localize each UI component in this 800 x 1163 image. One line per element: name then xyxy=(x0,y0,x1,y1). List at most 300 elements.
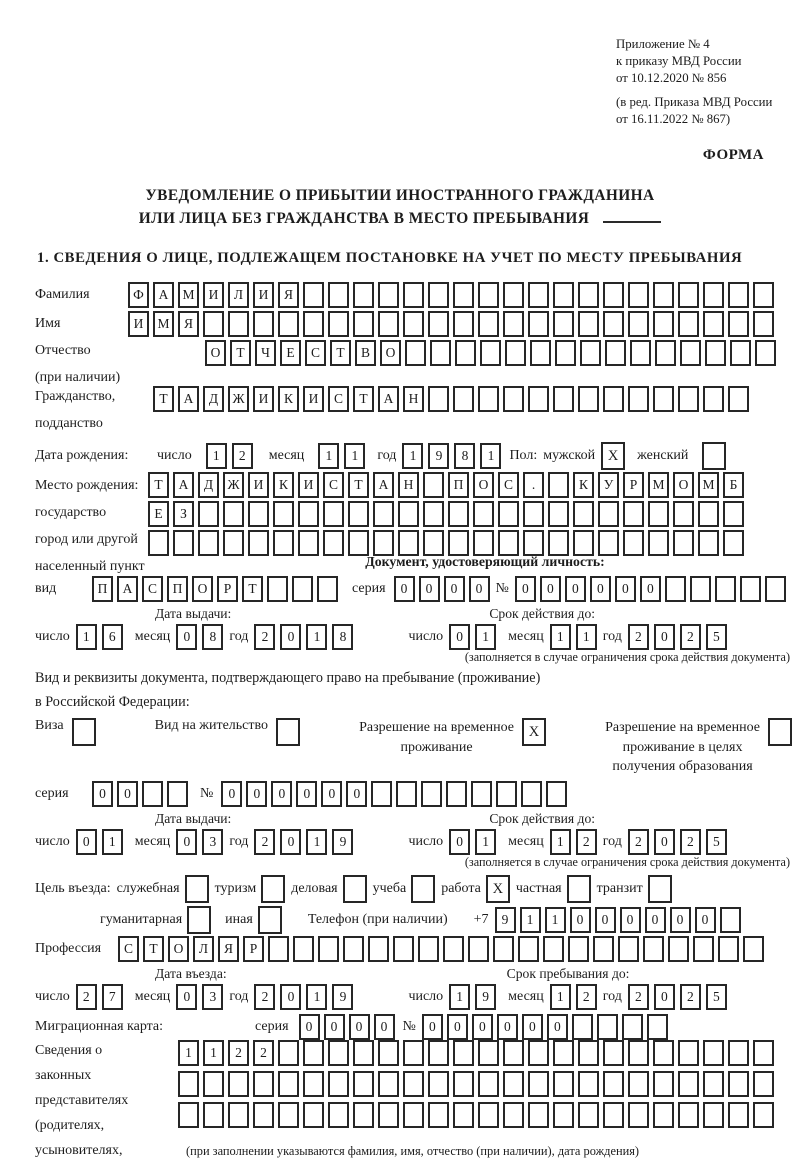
char-cell[interactable]: 3 xyxy=(202,829,223,855)
education-permit-checkbox[interactable] xyxy=(768,718,792,746)
char-cell[interactable] xyxy=(698,501,719,527)
char-cell[interactable] xyxy=(580,340,601,366)
char-cell[interactable]: 0 xyxy=(422,1014,443,1040)
char-cell[interactable] xyxy=(715,576,736,602)
char-cell[interactable] xyxy=(553,1040,574,1066)
char-cell[interactable] xyxy=(553,1071,574,1097)
char-cell[interactable] xyxy=(278,1102,299,1128)
char-cell[interactable]: 9 xyxy=(332,984,353,1010)
char-cell[interactable]: 0 xyxy=(620,907,641,933)
char-cell[interactable] xyxy=(228,1102,249,1128)
char-cell[interactable] xyxy=(353,311,374,337)
char-cell[interactable] xyxy=(528,1071,549,1097)
char-cell[interactable] xyxy=(403,282,424,308)
char-cell[interactable] xyxy=(705,340,726,366)
char-cell[interactable] xyxy=(478,1071,499,1097)
char-cell[interactable] xyxy=(223,530,244,556)
char-cell[interactable] xyxy=(278,311,299,337)
char-cell[interactable] xyxy=(398,501,419,527)
char-cell[interactable]: 2 xyxy=(254,829,275,855)
char-cell[interactable]: П xyxy=(92,576,113,602)
char-cell[interactable]: 0 xyxy=(565,576,586,602)
char-cell[interactable] xyxy=(453,386,474,412)
char-cell[interactable] xyxy=(443,936,464,962)
char-cell[interactable] xyxy=(453,282,474,308)
char-cell[interactable] xyxy=(318,936,339,962)
char-cell[interactable] xyxy=(546,781,567,807)
char-cell[interactable]: 0 xyxy=(640,576,661,602)
char-cell[interactable] xyxy=(303,311,324,337)
char-cell[interactable]: 2 xyxy=(228,1040,249,1066)
char-cell[interactable]: 8 xyxy=(202,624,223,650)
visa-checkbox[interactable] xyxy=(72,718,96,746)
char-cell[interactable] xyxy=(142,781,163,807)
char-cell[interactable] xyxy=(273,501,294,527)
char-cell[interactable]: Т xyxy=(230,340,251,366)
char-cell[interactable] xyxy=(428,386,449,412)
char-cell[interactable]: И xyxy=(253,386,274,412)
char-cell[interactable] xyxy=(471,781,492,807)
char-cell[interactable] xyxy=(317,576,338,602)
char-cell[interactable] xyxy=(396,781,417,807)
char-cell[interactable] xyxy=(173,530,194,556)
char-cell[interactable] xyxy=(528,282,549,308)
purpose-other-checkbox[interactable] xyxy=(258,906,282,934)
char-cell[interactable]: 0 xyxy=(76,829,97,855)
char-cell[interactable] xyxy=(298,501,319,527)
char-cell[interactable]: Т xyxy=(330,340,351,366)
char-cell[interactable] xyxy=(198,501,219,527)
char-cell[interactable]: 1 xyxy=(206,443,227,469)
char-cell[interactable]: 0 xyxy=(280,829,301,855)
char-cell[interactable] xyxy=(253,1102,274,1128)
char-cell[interactable]: 0 xyxy=(299,1014,320,1040)
char-cell[interactable] xyxy=(703,1102,724,1128)
char-cell[interactable] xyxy=(528,311,549,337)
char-cell[interactable] xyxy=(653,282,674,308)
char-cell[interactable] xyxy=(371,781,392,807)
char-cell[interactable]: М xyxy=(698,472,719,498)
char-cell[interactable] xyxy=(678,1040,699,1066)
char-cell[interactable]: 1 xyxy=(306,829,327,855)
char-cell[interactable] xyxy=(643,936,664,962)
char-cell[interactable] xyxy=(403,1071,424,1097)
char-cell[interactable]: 9 xyxy=(475,984,496,1010)
char-cell[interactable]: 1 xyxy=(402,443,423,469)
char-cell[interactable] xyxy=(555,340,576,366)
char-cell[interactable] xyxy=(598,530,619,556)
char-cell[interactable] xyxy=(418,936,439,962)
char-cell[interactable] xyxy=(628,1102,649,1128)
char-cell[interactable] xyxy=(703,1071,724,1097)
char-cell[interactable] xyxy=(578,1071,599,1097)
char-cell[interactable]: 0 xyxy=(280,984,301,1010)
char-cell[interactable] xyxy=(553,1102,574,1128)
char-cell[interactable] xyxy=(148,530,169,556)
char-cell[interactable]: Е xyxy=(148,501,169,527)
char-cell[interactable] xyxy=(405,340,426,366)
char-cell[interactable]: Т xyxy=(242,576,263,602)
char-cell[interactable]: 0 xyxy=(176,984,197,1010)
char-cell[interactable] xyxy=(328,282,349,308)
char-cell[interactable] xyxy=(328,1102,349,1128)
char-cell[interactable]: 9 xyxy=(428,443,449,469)
char-cell[interactable]: Ч xyxy=(255,340,276,366)
char-cell[interactable] xyxy=(548,530,569,556)
char-cell[interactable] xyxy=(403,1040,424,1066)
purpose-official-checkbox[interactable] xyxy=(185,875,209,903)
char-cell[interactable] xyxy=(478,311,499,337)
char-cell[interactable] xyxy=(446,781,467,807)
char-cell[interactable] xyxy=(353,1040,374,1066)
char-cell[interactable]: 0 xyxy=(444,576,465,602)
char-cell[interactable] xyxy=(480,340,501,366)
char-cell[interactable]: 9 xyxy=(495,907,516,933)
char-cell[interactable]: П xyxy=(448,472,469,498)
char-cell[interactable]: 2 xyxy=(253,1040,274,1066)
char-cell[interactable] xyxy=(398,530,419,556)
char-cell[interactable] xyxy=(448,530,469,556)
char-cell[interactable] xyxy=(678,1071,699,1097)
char-cell[interactable]: И xyxy=(298,472,319,498)
char-cell[interactable] xyxy=(393,936,414,962)
char-cell[interactable] xyxy=(753,1040,774,1066)
char-cell[interactable] xyxy=(328,1040,349,1066)
char-cell[interactable]: Я xyxy=(178,311,199,337)
char-cell[interactable] xyxy=(678,386,699,412)
char-cell[interactable] xyxy=(703,1040,724,1066)
purpose-transit-checkbox[interactable] xyxy=(648,875,672,903)
char-cell[interactable] xyxy=(455,340,476,366)
char-cell[interactable] xyxy=(323,501,344,527)
char-cell[interactable]: 2 xyxy=(680,984,701,1010)
char-cell[interactable] xyxy=(273,530,294,556)
char-cell[interactable] xyxy=(378,1102,399,1128)
char-cell[interactable] xyxy=(678,311,699,337)
char-cell[interactable] xyxy=(428,1071,449,1097)
sex-female-checkbox[interactable] xyxy=(702,442,726,470)
char-cell[interactable] xyxy=(278,1071,299,1097)
char-cell[interactable] xyxy=(740,576,761,602)
char-cell[interactable]: 1 xyxy=(545,907,566,933)
char-cell[interactable] xyxy=(698,530,719,556)
char-cell[interactable] xyxy=(228,311,249,337)
char-cell[interactable]: С xyxy=(305,340,326,366)
char-cell[interactable]: 0 xyxy=(654,624,675,650)
char-cell[interactable] xyxy=(503,282,524,308)
char-cell[interactable]: Н xyxy=(403,386,424,412)
char-cell[interactable] xyxy=(755,340,776,366)
char-cell[interactable] xyxy=(292,576,313,602)
char-cell[interactable]: Т xyxy=(353,386,374,412)
char-cell[interactable] xyxy=(428,311,449,337)
char-cell[interactable] xyxy=(680,340,701,366)
char-cell[interactable] xyxy=(693,936,714,962)
char-cell[interactable] xyxy=(403,1102,424,1128)
char-cell[interactable] xyxy=(528,1102,549,1128)
char-cell[interactable]: О xyxy=(673,472,694,498)
char-cell[interactable] xyxy=(167,781,188,807)
char-cell[interactable] xyxy=(428,1102,449,1128)
char-cell[interactable]: А xyxy=(178,386,199,412)
char-cell[interactable]: 1 xyxy=(550,624,571,650)
char-cell[interactable] xyxy=(573,530,594,556)
char-cell[interactable] xyxy=(468,936,489,962)
char-cell[interactable] xyxy=(303,1102,324,1128)
char-cell[interactable] xyxy=(253,1071,274,1097)
purpose-study-checkbox[interactable] xyxy=(411,875,435,903)
char-cell[interactable]: Т xyxy=(143,936,164,962)
purpose-work-checkbox[interactable]: X xyxy=(486,875,510,903)
char-cell[interactable]: Ж xyxy=(223,472,244,498)
char-cell[interactable]: М xyxy=(153,311,174,337)
char-cell[interactable] xyxy=(303,282,324,308)
char-cell[interactable] xyxy=(653,1040,674,1066)
char-cell[interactable]: 6 xyxy=(102,624,123,650)
char-cell[interactable] xyxy=(378,311,399,337)
char-cell[interactable] xyxy=(753,1102,774,1128)
char-cell[interactable]: 2 xyxy=(628,984,649,1010)
char-cell[interactable]: 0 xyxy=(472,1014,493,1040)
char-cell[interactable] xyxy=(623,501,644,527)
char-cell[interactable]: 1 xyxy=(449,984,470,1010)
char-cell[interactable] xyxy=(523,501,544,527)
char-cell[interactable]: А xyxy=(117,576,138,602)
char-cell[interactable]: У xyxy=(598,472,619,498)
char-cell[interactable] xyxy=(578,386,599,412)
char-cell[interactable]: 0 xyxy=(374,1014,395,1040)
char-cell[interactable]: 0 xyxy=(522,1014,543,1040)
char-cell[interactable] xyxy=(528,1040,549,1066)
char-cell[interactable] xyxy=(603,1102,624,1128)
char-cell[interactable]: 1 xyxy=(480,443,501,469)
char-cell[interactable]: 1 xyxy=(344,443,365,469)
char-cell[interactable] xyxy=(628,282,649,308)
char-cell[interactable] xyxy=(378,1040,399,1066)
char-cell[interactable] xyxy=(653,1102,674,1128)
char-cell[interactable] xyxy=(623,530,644,556)
char-cell[interactable] xyxy=(723,530,744,556)
char-cell[interactable] xyxy=(648,501,669,527)
char-cell[interactable]: Ж xyxy=(228,386,249,412)
char-cell[interactable]: 0 xyxy=(645,907,666,933)
char-cell[interactable] xyxy=(703,311,724,337)
char-cell[interactable] xyxy=(267,576,288,602)
char-cell[interactable]: Д xyxy=(198,472,219,498)
char-cell[interactable]: 1 xyxy=(576,624,597,650)
char-cell[interactable] xyxy=(453,1040,474,1066)
char-cell[interactable] xyxy=(293,936,314,962)
char-cell[interactable]: 0 xyxy=(176,624,197,650)
char-cell[interactable] xyxy=(528,386,549,412)
char-cell[interactable]: Т xyxy=(348,472,369,498)
char-cell[interactable]: И xyxy=(303,386,324,412)
char-cell[interactable] xyxy=(278,1040,299,1066)
char-cell[interactable] xyxy=(368,936,389,962)
char-cell[interactable]: 0 xyxy=(497,1014,518,1040)
char-cell[interactable] xyxy=(603,311,624,337)
char-cell[interactable] xyxy=(597,1014,618,1040)
char-cell[interactable] xyxy=(647,1014,668,1040)
temporary-permit-checkbox[interactable]: X xyxy=(522,718,546,746)
char-cell[interactable]: О xyxy=(168,936,189,962)
char-cell[interactable]: Р xyxy=(243,936,264,962)
char-cell[interactable]: 2 xyxy=(680,829,701,855)
char-cell[interactable] xyxy=(703,386,724,412)
char-cell[interactable]: 0 xyxy=(271,781,292,807)
char-cell[interactable] xyxy=(323,530,344,556)
char-cell[interactable]: 0 xyxy=(349,1014,370,1040)
char-cell[interactable]: 0 xyxy=(547,1014,568,1040)
char-cell[interactable] xyxy=(618,936,639,962)
char-cell[interactable]: С xyxy=(323,472,344,498)
char-cell[interactable]: 0 xyxy=(615,576,636,602)
char-cell[interactable]: И xyxy=(128,311,149,337)
char-cell[interactable] xyxy=(505,340,526,366)
char-cell[interactable] xyxy=(203,311,224,337)
char-cell[interactable] xyxy=(648,530,669,556)
char-cell[interactable]: 0 xyxy=(695,907,716,933)
char-cell[interactable]: 0 xyxy=(280,624,301,650)
char-cell[interactable] xyxy=(728,386,749,412)
char-cell[interactable]: В xyxy=(355,340,376,366)
char-cell[interactable]: 2 xyxy=(76,984,97,1010)
char-cell[interactable] xyxy=(503,1102,524,1128)
char-cell[interactable]: 0 xyxy=(449,829,470,855)
char-cell[interactable] xyxy=(573,501,594,527)
char-cell[interactable]: 9 xyxy=(332,829,353,855)
char-cell[interactable]: А xyxy=(373,472,394,498)
char-cell[interactable] xyxy=(628,1040,649,1066)
char-cell[interactable] xyxy=(428,282,449,308)
char-cell[interactable]: 2 xyxy=(576,984,597,1010)
purpose-private-checkbox[interactable] xyxy=(567,875,591,903)
char-cell[interactable] xyxy=(703,282,724,308)
char-cell[interactable]: . xyxy=(523,472,544,498)
char-cell[interactable] xyxy=(653,386,674,412)
char-cell[interactable] xyxy=(303,1040,324,1066)
char-cell[interactable]: 5 xyxy=(706,624,727,650)
char-cell[interactable]: 0 xyxy=(595,907,616,933)
char-cell[interactable] xyxy=(553,311,574,337)
char-cell[interactable] xyxy=(373,530,394,556)
char-cell[interactable]: 1 xyxy=(203,1040,224,1066)
sex-male-checkbox[interactable]: X xyxy=(601,442,625,470)
char-cell[interactable]: 2 xyxy=(576,829,597,855)
purpose-humanitarian-checkbox[interactable] xyxy=(187,906,211,934)
char-cell[interactable]: 1 xyxy=(306,624,327,650)
char-cell[interactable] xyxy=(568,936,589,962)
char-cell[interactable]: 0 xyxy=(570,907,591,933)
char-cell[interactable]: 0 xyxy=(321,781,342,807)
char-cell[interactable] xyxy=(753,282,774,308)
char-cell[interactable] xyxy=(678,1102,699,1128)
char-cell[interactable]: 0 xyxy=(449,624,470,650)
char-cell[interactable]: С xyxy=(118,936,139,962)
char-cell[interactable]: 0 xyxy=(221,781,242,807)
char-cell[interactable]: 0 xyxy=(296,781,317,807)
char-cell[interactable] xyxy=(503,386,524,412)
char-cell[interactable] xyxy=(268,936,289,962)
char-cell[interactable]: 2 xyxy=(628,829,649,855)
char-cell[interactable] xyxy=(521,781,542,807)
char-cell[interactable] xyxy=(228,1071,249,1097)
char-cell[interactable]: К xyxy=(278,386,299,412)
char-cell[interactable] xyxy=(603,386,624,412)
char-cell[interactable] xyxy=(248,530,269,556)
char-cell[interactable]: 2 xyxy=(232,443,253,469)
char-cell[interactable] xyxy=(373,501,394,527)
char-cell[interactable] xyxy=(653,311,674,337)
char-cell[interactable]: С xyxy=(498,472,519,498)
char-cell[interactable] xyxy=(473,530,494,556)
char-cell[interactable] xyxy=(753,1071,774,1097)
char-cell[interactable]: 1 xyxy=(520,907,541,933)
char-cell[interactable] xyxy=(593,936,614,962)
char-cell[interactable] xyxy=(203,1071,224,1097)
char-cell[interactable] xyxy=(728,1102,749,1128)
char-cell[interactable]: 8 xyxy=(454,443,475,469)
char-cell[interactable] xyxy=(718,936,739,962)
char-cell[interactable]: 7 xyxy=(102,984,123,1010)
char-cell[interactable]: О xyxy=(192,576,213,602)
char-cell[interactable] xyxy=(423,472,444,498)
char-cell[interactable] xyxy=(603,282,624,308)
char-cell[interactable]: 1 xyxy=(178,1040,199,1066)
char-cell[interactable]: 0 xyxy=(324,1014,345,1040)
char-cell[interactable]: Я xyxy=(278,282,299,308)
char-cell[interactable]: 0 xyxy=(654,984,675,1010)
char-cell[interactable]: 0 xyxy=(654,829,675,855)
char-cell[interactable]: 1 xyxy=(76,624,97,650)
char-cell[interactable] xyxy=(430,340,451,366)
char-cell[interactable]: 2 xyxy=(680,624,701,650)
char-cell[interactable]: 0 xyxy=(419,576,440,602)
char-cell[interactable] xyxy=(453,311,474,337)
char-cell[interactable]: Я xyxy=(218,936,239,962)
char-cell[interactable] xyxy=(498,501,519,527)
char-cell[interactable] xyxy=(603,1040,624,1066)
char-cell[interactable] xyxy=(572,1014,593,1040)
char-cell[interactable]: 1 xyxy=(550,984,571,1010)
purpose-business-checkbox[interactable] xyxy=(343,875,367,903)
char-cell[interactable] xyxy=(303,1071,324,1097)
char-cell[interactable]: Ф xyxy=(128,282,149,308)
char-cell[interactable]: 1 xyxy=(306,984,327,1010)
char-cell[interactable] xyxy=(628,386,649,412)
residence-permit-checkbox[interactable] xyxy=(276,718,300,746)
char-cell[interactable] xyxy=(723,501,744,527)
char-cell[interactable] xyxy=(503,311,524,337)
char-cell[interactable] xyxy=(553,386,574,412)
char-cell[interactable]: 1 xyxy=(102,829,123,855)
char-cell[interactable]: 0 xyxy=(394,576,415,602)
char-cell[interactable] xyxy=(728,1071,749,1097)
char-cell[interactable]: О xyxy=(380,340,401,366)
char-cell[interactable] xyxy=(628,311,649,337)
char-cell[interactable]: О xyxy=(473,472,494,498)
char-cell[interactable] xyxy=(765,576,786,602)
char-cell[interactable] xyxy=(553,282,574,308)
char-cell[interactable] xyxy=(673,530,694,556)
char-cell[interactable]: 0 xyxy=(590,576,611,602)
char-cell[interactable]: 0 xyxy=(447,1014,468,1040)
char-cell[interactable]: 0 xyxy=(246,781,267,807)
char-cell[interactable]: 1 xyxy=(318,443,339,469)
char-cell[interactable] xyxy=(578,1102,599,1128)
char-cell[interactable] xyxy=(178,1071,199,1097)
char-cell[interactable] xyxy=(730,340,751,366)
